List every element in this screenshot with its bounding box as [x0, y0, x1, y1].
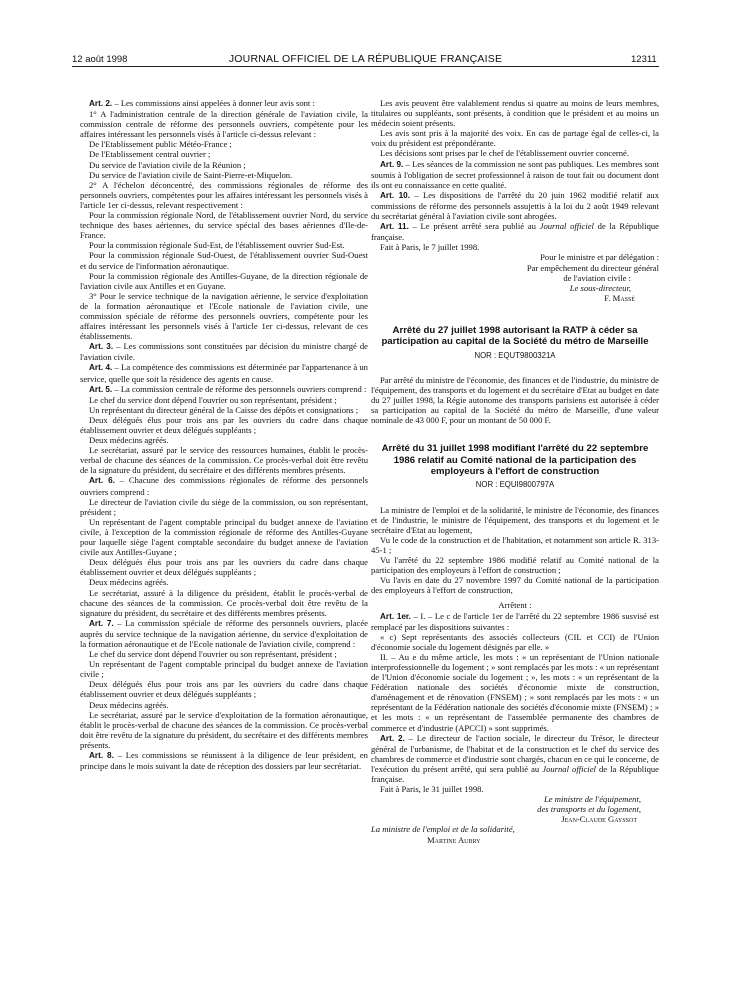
signatory-name: F. Massé: [604, 292, 635, 303]
article-2: Art. 2. – Le directeur de l'action sociale, le directeur du Trésor, le directeur général de l'urbanisme, de l'habitat et de la construction et le chef du service des chambres de commerce et d'industrie sont chargés, chacun en ce qui le concerne, de l'exécution du présent arrêté, qui sera publié au Journal officiel de la République française.: [371, 732, 659, 784]
paragraph: 1° A l'administration centrale de la direction générale de l'aviation civile, la commission centrale de réforme des personnels ouvriers, compétente pour les affaires intéressant les personnels visés à l'article ci-dessus relevant :: [80, 109, 368, 140]
paragraph: Deux délégués élus pour trois ans par les ouvriers du cadre dans chaque établissement ouvrier et deux délégués suppléants ;: [80, 414, 368, 435]
article-9: Art. 9. – Les séances de la commission ne sont pas publiques. Les membres sont soumis à l'obligation de secret professionnel à raison de tout fait ou document dont ils ont eu connaissance en cette qualité.: [371, 158, 659, 190]
paragraph: Le secrétariat, assuré à la diligence du président, établit le procès-verbal de chacune des séances de la commission. Ce procès-verbal doit être revêtu de la signature du président, du secrétaire et des différents membres présents.: [80, 587, 368, 618]
paragraph: Un représentant du directeur général de la Caisse des dépôts et consignations ;: [89, 404, 359, 415]
article-7: Art. 7. – La commission spéciale de réforme des personnels ouvriers, placée auprès du service technique de la navigation aérienne, du service d'exploitation de la formation aéronautique et de l'Ecole nationale de l'aviation civile, comprend :: [80, 617, 368, 649]
signatory-name: Martine Aubry: [427, 834, 481, 845]
paragraph: Le chef du service dont dépend l'ouvrier ou son représentant, président ;: [89, 394, 337, 405]
paragraph: Deux délégués élus pour trois ans par les ouvriers du cadre dans chaque établissement ouvrier et deux délégués suppléants ;: [80, 679, 368, 700]
paragraph: « c) Sept représentants des associés collecteurs (CIL et CCI) de l'Union d'économie sociale du logement désignés par elle. »: [371, 631, 659, 652]
paragraph: De l'Etablissement public Météo-France ;: [89, 139, 232, 150]
paragraph: Pour la commission régionale Sud-Est, de l'établissement ouvrier Sud-Est.: [89, 240, 345, 251]
signature-line: Pour le ministre et par délégation :: [540, 252, 659, 263]
paragraph: Pour la commission régionale Nord, de l'établissement ouvrier Nord, du service technique des bases aériennes, du service spécial des bases aériennes d'Ile-de-France.: [80, 210, 368, 241]
paragraph: Deux délégués élus pour trois ans par les ouvriers du cadre dans chaque établissement ouvrier et deux délégués suppléants ;: [80, 557, 368, 578]
signature-line: Le ministre de l'équipement,: [544, 794, 641, 805]
header-page-number: 12311: [631, 54, 657, 65]
signatory-name: Jean-Claude Gayssot: [561, 814, 637, 825]
paragraph: Un représentant de l'agent comptable principal du budget annexe de l'aviation civile ;: [80, 659, 368, 680]
paragraph: Vu l'arrêté du 22 septembre 1986 modifié relatif au Comité national de la participation des employeurs à l'effort de construction ;: [371, 555, 659, 576]
header-rule: [72, 66, 659, 67]
signature-date: Fait à Paris, le 7 juillet 1998.: [380, 242, 480, 253]
signature-line: de l'aviation civile :: [563, 272, 631, 283]
article-11: Art. 11. – Le présent arrêté sera publié au Journal officiel de la République française.: [371, 221, 659, 243]
article-4: Art. 4. – La compétence des commissions est déterminée par l'appartenance à un service, quelle que soit la résidence des agents en cause.: [80, 362, 368, 384]
paragraph: Les avis peuvent être valablement rendus si quatre au moins de leurs membres, titulaires ou suppléants, sont présents, à condition que le président et au moins un médecin soient présents.: [371, 98, 659, 129]
paragraph: Deux médecins agréés.: [89, 699, 169, 710]
nor-reference: NOR : EQUT9800321A: [474, 350, 556, 360]
paragraph: Du service de l'aviation civile de la Réunion ;: [89, 159, 246, 170]
page-header: [0, 0, 731, 70]
article-3: Art. 3. – Les commissions sont constituées par décision du ministre chargé de l'aviation civile.: [80, 341, 368, 363]
paragraph: Un représentant de l'agent comptable principal du budget annexe de l'aviation civile, à l'exception de la commission régionale de réforme des Antilles-Guyane pour laquelle siège l'agent comptable secondaire du budget annexe de l'aviation civile aux Antilles-Guyane ;: [80, 516, 368, 558]
paragraph: La ministre de l'emploi et de la solidarité, le ministre de l'économie, des finances et de l'industrie, le ministre de l'équipement, des transports et du logement et le secrétaire d'Etat au logement,: [371, 504, 659, 535]
article-6: Art. 6. – Chacune des commissions régionales de réforme des personnels ouvriers comprend :: [80, 475, 368, 497]
article-1: Art. 1er. – I. – Le c de l'article 1er de l'arrêté du 22 septembre 1986 susvisé est remplacé par les dispositions suivantes :: [371, 610, 659, 632]
signature-line: Le sous-directeur,: [569, 282, 631, 293]
paragraph: Du service de l'aviation civile de Saint-Pierre-et-Miquelon.: [89, 169, 293, 180]
paragraph: De l'Etablissement central ouvrier ;: [89, 149, 211, 160]
header-date: 12 août 1998: [72, 54, 128, 65]
paragraph: 3° Pour le service technique de la navigation aérienne, le service d'exploitation de la formation aéronautique et l'Ecole nationale de l'aviation civile, une commission spéciale de réforme des personnels ouvriers, compétente pour les affaires intéressant les personnels visés à l'article 1er ci-dessus, relevant de ces établissements.: [80, 290, 368, 342]
decree-title: Arrêté du 27 juillet 1998 autorisant la RATP à céder sa participation au capital de la Société du métro de Marseille: [381, 324, 649, 348]
left-column: [80, 98, 368, 771]
paragraph: Le secrétariat, assuré par le service des ressources humaines, établit le procès-verbal de chacune des séances de la commission. Ce procès-verbal doit être revêtu de la signature du président, du secrétaire et des différents membres présents.: [80, 445, 368, 476]
paragraph: Vu l'avis en date du 27 novembre 1997 du Comité national de la participation des employeurs à l'effort de construction,: [371, 575, 659, 596]
paragraph: Les décisions sont prises par le chef de l'établissement ouvrier concerné.: [380, 148, 630, 159]
signature-date: Fait à Paris, le 31 juillet 1998.: [380, 784, 484, 795]
paragraph: Par arrêté du ministre de l'économie, des finances et de l'industrie, du ministre de l'équipement, des transports et du logement et du secrétaire d'Etat au budget en date du 27 juillet 1998, la Régie autonome des transports parisiens est autorisée à céder sa participation au capital de la Société du métro de Marseille, d'une valeur nominale de 43 000 F, pour un montant de 50 000 F.: [371, 374, 659, 426]
article-5: Art. 5. – La commission centrale de réforme des personnels ouvriers comprend :: [89, 383, 367, 394]
article-10: Art. 10. – Les dispositions de l'arrêté du 20 juin 1962 modifié relatif aux commissions de réforme des personnels assujettis à la loi du 2 août 1949 relevant du secrétariat général à l'aviation civile sont abrogées.: [371, 189, 659, 222]
right-column: [371, 98, 659, 845]
paragraph: II. – Au e du même article, les mots : « un représentant de l'Union nationale interprofessionnelle du logement ; » sont remplacés par les mots : « un représentant de l'Union d'économie sociale du logement ; », les mots : « un représentant de la Fédération nationale des sociétés d'économie mixte de construction, d'aménagement et de rénovation (FNSEM) ; » sont remplacés par les mots : « un représentant de la Fédération nationale des sociétés d'économie mixte (FNSEM) ; » et les mots : « un représentant de l'assemblée permanente des chambres de commerce et d'industrie (APCCI) » sont supprimés.: [371, 651, 659, 733]
header-title: JOURNAL OFFICIEL DE LA RÉPUBLIQUE FRANÇAISE: [228, 53, 503, 65]
decree-title: Arrêté du 31 juillet 1998 modifiant l'arrêté du 22 septembre 1986 relatif au Comité national de la participation des employeurs à l'effort de construction: [381, 443, 649, 478]
paragraph: Vu le code de la construction et de l'habitation, et notamment son article R. 313-45-1 ;: [371, 534, 659, 555]
article-8: Art. 8. – Les commissions se réunissent à la diligence de leur président, en principe dans le mois suivant la date de réception des dossiers par leur secrétariat.: [80, 750, 368, 772]
paragraph: Deux médecins agréés.: [89, 435, 169, 446]
article-2: Art. 2. – Les commissions ainsi appelées à donner leur avis sont :: [89, 98, 315, 108]
paragraph: Le directeur de l'aviation civile du siège de la commission, ou son représentant, président ;: [80, 496, 368, 517]
paragraph: Pour la commission régionale Sud-Ouest, de l'établissement ouvrier Sud-Ouest et du service de l'information aéronautique.: [80, 250, 368, 271]
signature-line: des transports et du logement,: [537, 804, 641, 815]
paragraph: Le secrétariat, assuré par le service d'exploitation de la formation aéronautique, établit le procès-verbal de chacune des séances de la commission. Ce procès-verbal doit être revêtu de la signature du président, du secrétaire et des différents membres présents.: [80, 709, 368, 750]
paragraph: Deux médecins agréés.: [89, 577, 169, 588]
signature-line: La ministre de l'emploi et de la solidarité,: [371, 824, 515, 835]
paragraph: Pour la commission régionale des Antilles-Guyane, de la direction régionale de l'aviation civile aux Antilles et en Guyane.: [80, 270, 368, 291]
paragraph: Les avis sont pris à la majorité des voix. En cas de partage égal de celles-ci, la voix du président est prépondérante.: [371, 128, 659, 149]
paragraph: Le chef du service dont dépend l'ouvrier ou son représentant, président ;: [89, 649, 337, 660]
paragraph: 2° A l'échelon déconcentré, des commissions régionales de réforme des personnels ouvriers, compétentes pour les affaires intéressant les personnels visés à l'article 1er ci-dessus, relevant respectivement :: [80, 179, 368, 210]
nor-reference: NOR : EQUI9800797A: [475, 480, 555, 490]
arretent-heading: Arrêtent :: [498, 600, 532, 611]
signature-line: Par empêchement du directeur général: [526, 262, 659, 273]
